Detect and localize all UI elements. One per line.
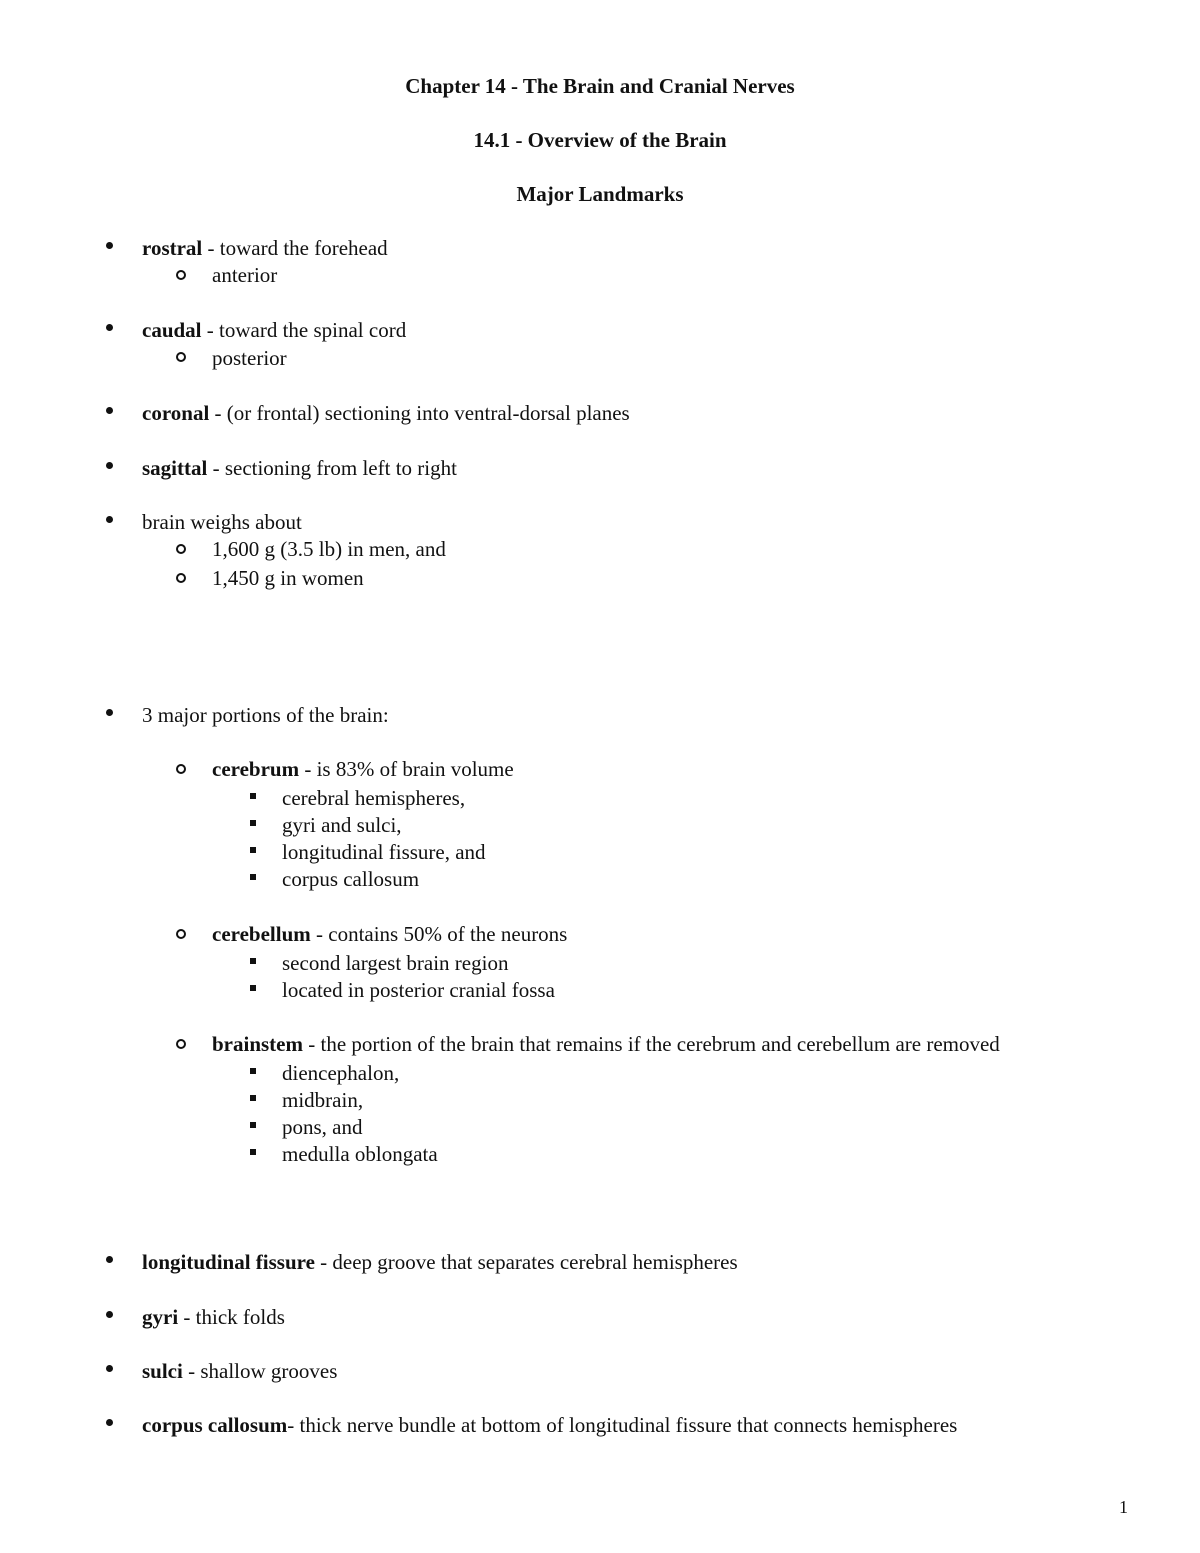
section-title: 14.1 - Overview of the Brain <box>473 128 727 152</box>
list-item-portions: 3 major portions of the brain: <box>142 703 389 727</box>
square-bullet-icon <box>250 958 256 964</box>
list-item-sulci <box>142 1359 337 1383</box>
term: coronal <box>142 401 210 425</box>
circle-bullet-icon <box>176 544 186 554</box>
bullet-icon <box>106 709 113 716</box>
square-bullet-icon <box>250 874 256 880</box>
sub-sub-item: diencephalon, <box>282 1061 400 1085</box>
bullet-icon <box>106 407 113 414</box>
page-number: 1 <box>1119 1497 1128 1517</box>
bullet-icon <box>106 1256 113 1263</box>
circle-bullet-icon <box>176 270 186 280</box>
list-item-sagittal <box>142 456 457 480</box>
term: caudal <box>142 318 202 342</box>
definition: - deep groove that separates cerebral hemispheres <box>314 1250 738 1274</box>
circle-bullet-icon <box>176 352 186 362</box>
definition: - contains 50% of the neurons <box>310 922 568 946</box>
sub-sub-item: located in posterior cranial fossa <box>282 978 555 1002</box>
sub-item: anterior <box>212 263 278 287</box>
term: sagittal <box>142 456 208 480</box>
list-item-caudal <box>142 318 406 342</box>
square-bullet-icon <box>250 1095 256 1101</box>
bullet-icon <box>106 462 113 469</box>
sub-item-cerebellum <box>212 922 567 946</box>
circle-bullet-icon <box>176 573 186 583</box>
sub-sub-item: second largest brain region <box>282 951 509 975</box>
term: cerebellum <box>212 922 311 946</box>
definition: - (or frontal) sectioning into ventral-dorsal planes <box>209 401 630 425</box>
bullet-icon <box>106 1419 113 1426</box>
square-bullet-icon <box>250 847 256 853</box>
term: cerebrum <box>212 757 300 781</box>
bullet-icon <box>106 242 113 249</box>
definition: - thick folds <box>178 1305 285 1329</box>
square-bullet-icon <box>250 1122 256 1128</box>
sub-sub-item: pons, and <box>282 1115 363 1139</box>
term: sulci <box>142 1359 183 1383</box>
sub-sub-item: longitudinal fissure, and <box>282 840 486 864</box>
list-item-callosum <box>142 1413 957 1437</box>
sub-sub-item: medulla oblongata <box>282 1142 438 1166</box>
circle-bullet-icon <box>176 764 186 774</box>
sub-sub-item: corpus callosum <box>282 867 420 891</box>
definition: - shallow grooves <box>182 1359 338 1383</box>
list-item-coronal <box>142 401 630 425</box>
bullet-icon <box>106 324 113 331</box>
sub-item: 1,600 g (3.5 lb) in men, and <box>212 537 446 561</box>
bullet-icon <box>106 1311 113 1318</box>
square-bullet-icon <box>250 1149 256 1155</box>
term: longitudinal fissure <box>142 1250 315 1274</box>
term: brainstem <box>212 1032 303 1056</box>
term: gyri <box>142 1305 179 1329</box>
square-bullet-icon <box>250 793 256 799</box>
square-bullet-icon <box>250 1068 256 1074</box>
list-item-rostral <box>142 236 388 260</box>
sub-sub-item: midbrain, <box>282 1088 364 1112</box>
list-item-weight: brain weighs about <box>142 510 302 534</box>
square-bullet-icon <box>250 820 256 826</box>
circle-bullet-icon <box>176 929 186 939</box>
sub-item: posterior <box>212 346 287 370</box>
bullet-icon <box>106 1365 113 1372</box>
list-item-gyri <box>142 1305 285 1329</box>
sub-sub-item: cerebral hemispheres, <box>282 786 466 810</box>
definition: - the portion of the brain that remains if the cerebrum and cerebellum are removed <box>303 1032 1000 1056</box>
definition: - is 83% of brain volume <box>299 757 514 781</box>
list-item-fissure <box>142 1250 738 1274</box>
term: rostral <box>142 236 203 260</box>
square-bullet-icon <box>250 985 256 991</box>
bullet-icon <box>106 516 113 523</box>
subsection-title: Major Landmarks <box>516 182 684 206</box>
definition: - toward the spinal cord <box>201 318 407 342</box>
term: corpus callosum <box>142 1413 288 1437</box>
chapter-title: Chapter 14 - The Brain and Cranial Nerves <box>405 74 795 98</box>
sub-item: 1,450 g in women <box>212 566 364 590</box>
definition: - sectioning from left to right <box>207 456 457 480</box>
definition: - thick nerve bundle at bottom of longitudinal fissure that connects hemispheres <box>287 1413 958 1437</box>
definition: - toward the forehead <box>202 236 388 260</box>
sub-item-brainstem <box>212 1032 1000 1056</box>
circle-bullet-icon <box>176 1039 186 1049</box>
sub-item-cerebrum <box>212 757 514 781</box>
sub-sub-item: gyri and sulci, <box>282 813 402 837</box>
